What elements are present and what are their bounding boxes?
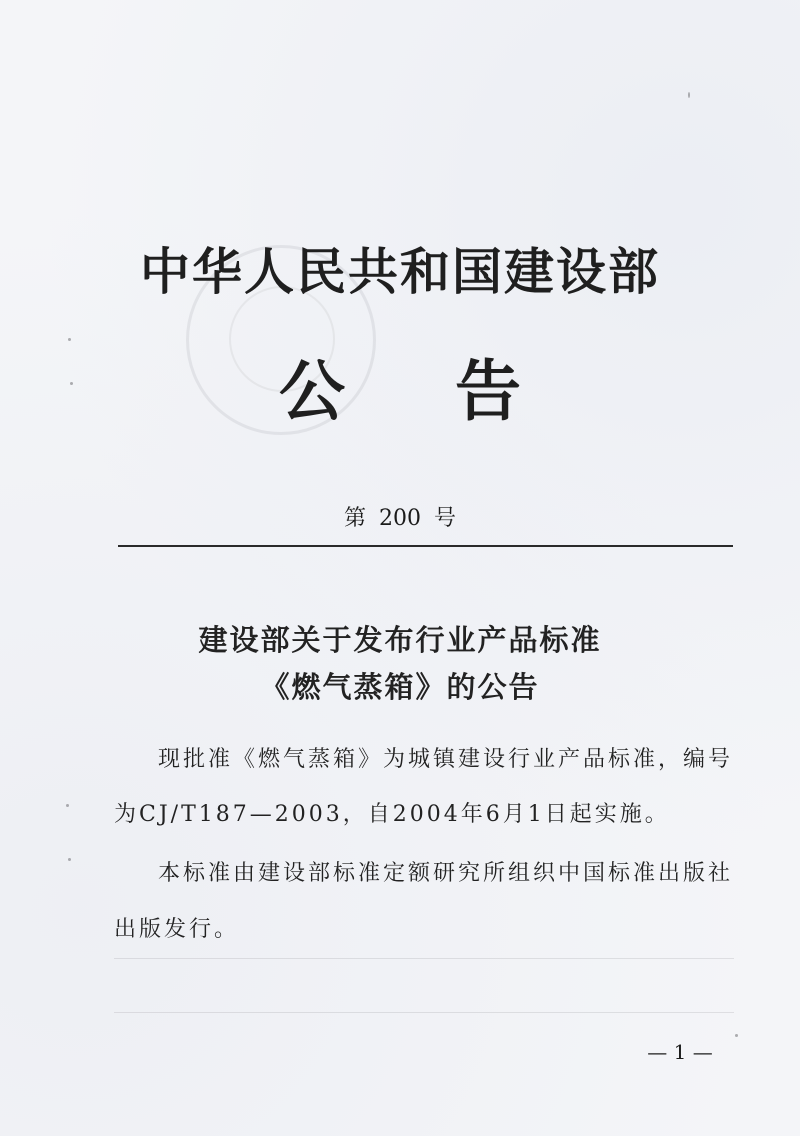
bleed-through-line (114, 958, 734, 959)
announcement-heading: 公告 (279, 352, 631, 430)
scan-speck (68, 858, 71, 861)
body-text-line: 现批准《燃气蒸箱》为城镇建设行业产品标准，编号 (158, 747, 734, 772)
issue-number: 第 200 号 (344, 506, 456, 531)
body-text-line: 本标准由建设部标准定额研究所组织中国标准出版社 (158, 861, 734, 886)
announcement-title-line-1: 建设部关于发布行业产品标准 (198, 623, 602, 657)
header-divider (118, 545, 733, 547)
body-text-line: 为CJ/T187—2003，自2004年6月1日起实施。 (114, 802, 670, 827)
scan-speck (735, 1034, 738, 1037)
scan-speck (688, 92, 690, 98)
bleed-through-line (114, 1012, 734, 1013)
page-number: — 1 — (647, 1040, 713, 1064)
scan-speck (66, 804, 69, 807)
announcement-title-line-2: 《燃气蒸箱》的公告 (260, 670, 540, 704)
ministry-title: 中华人民共和国建设部 (140, 242, 660, 301)
body-text-line: 出版发行。 (114, 917, 240, 942)
